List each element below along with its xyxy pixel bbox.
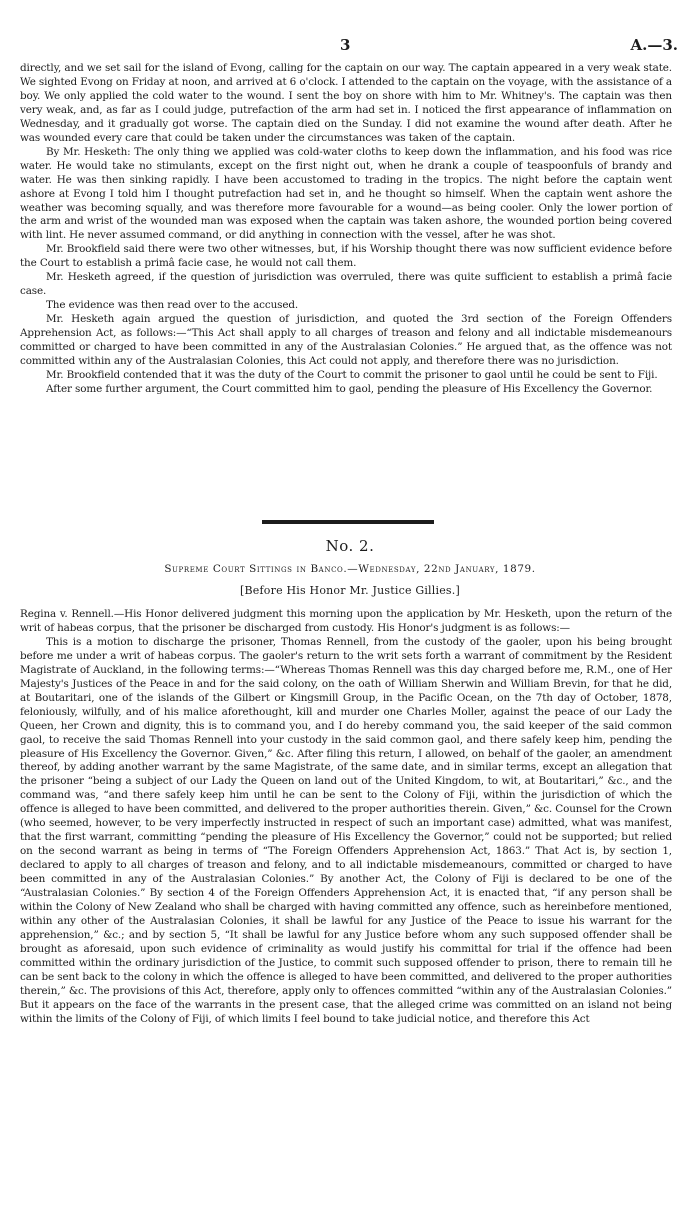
paragraph: Regina v. Rennell.—His Honor delivered judgment this morning upon the application by Mr. Hesketh, upon the return of the writ of habeas corpus, that the prisoner be discharged from custody. His Honor's judgment is as follows:— [20, 608, 672, 634]
paragraph: After some further argument, the Court committed him to gaol, pending the pleasure of His Excellency the Governor. [46, 382, 653, 395]
section-one-text [20, 62, 672, 397]
court-sitting-line: Supreme Court Sittings in Banco.—Wednesday, 22nd January, 1879. [164, 563, 536, 575]
paragraph: The evidence was then read over to the accused. [46, 299, 299, 312]
paragraph: This is a motion to discharge the prisoner, Thomas Rennell, from the custody of the gaoler, upon his being brought before me under a writ of habeas corpus. The gaoler's return to the writ sets forth a warrant of commitment by the Resident Magistrate of Auckland, in the following terms:—“Whereas Thomas Rennell was this day charged before me, R.M., one of Her Majesty's Justices of the Peace in and for the said colony, on the oath of William Sherwin and William Brevin, for that he did, at Boutaritari, one of the islands of the Gilbert or Kingsmill Group, in the Pacific Ocean, on the 7th day of October, 1878, feloniously, wilfully, and of his malice aforethought, kill and murder one Charles Moller, against the peace of our Lady the Queen, her Crown and dignity, this is to command you, and I do hereby command you, the said keeper of the said common gaol, to receive the said Thomas Rennell into your custody in the said common gaol, and there safely keep him, pending the pleasure of His Excellency the Governor. Given,” &c. After filing this return, I allowed, on behalf of the gaoler, an amendment thereof, by adding another warrant by the same Magistrate, of the same date, and in similar terms, except an allegation that the prisoner “being a subject of our Lady the Queen on land out of the United Kingdom, to wit, at Boutaritari,” &c., and the command was, “and there safely keep him until he can be sent to the Colony of Fiji, within the jurisdiction of which the offence is alleged to have been committed, and delivered to the proper authorities therein. Given,” &c. Counsel for the Crown (who seemed, however, to be very imperfectly instructed in respect of such an important case) admitted, what was manifest, that the first warrant, committing “pending the pleasure of His Excellency the Governor,” could not be supported; but relied on the second warrant as being in terms of “The Foreign Offenders Apprehension Act, 1863.” That Act is, by section 1, declared to apply to all charges of treason and felony, and to all indictable misdemeanours, committed or charged to have been committed in any of the Australasian Colonies.” By another Act, the Colony of Fiji is declared to be one of the “Australasian Colonies.” By section 4 of the Foreign Offenders Apprehension Act, it is enacted that, “if any person shall be within the Colony of New Zealand who shall be charged with having committed any offence, such as hereinbefore mentioned, within any other of the Australasian Colonies, it shall be lawful for any Justice of the Peace to issue his warrant for the apprehension,” &c.; and by section 5, “It shall be lawful for any Justice before whom any such supposed offender shall be brought as aforesaid, upon such evidence of criminality as would justify his committal for trial if the offence had been committed within the ordinary jurisdiction of the Justice, to commit such supposed offender to prison, there to remain till he can be sent back to the colony in which the offence is alleged to have been committed, and delivered to the proper authorities therein,” &c. The provisions of this Act, therefore, apply only to offences committed “within any of the Australasian Colonies.” But it appears on the face of the warrants in the present case, that the alleged crime was committed on an island not being within the limits of the Colony of Fiji, of which limits I feel bound to take judicial notice, and therefore this Act [20, 635, 673, 1025]
section-heading: No. 2. [325, 537, 375, 555]
judge-line: [Before His Honor Mr. Justice Gillies.] [240, 584, 460, 597]
paragraph: Mr. Brookfield said there were two other witnesses, but, if his Worship thought there was now sufficient evidence before the Court to establish a primâ facie case, he would not call them. [20, 243, 672, 270]
paragraph: Mr. Hesketh agreed, if the question of jurisdiction was overruled, there was quite sufficient to establish a primâ facie case. [20, 271, 672, 298]
paragraph: By Mr. Hesketh: The only thing we applied was cold-water cloths to keep down the inflammation, and his food was rice water. He would take no stimulants, except on the first night out, when he drank a couple of teaspoonfuls of brandy and water. He was then sinking rapidly. I have been accustomed to trading in the tropics. The night before the captain went ashore at Evong I told him I thought putrefaction had set in, and he thought so himself. When the captain went ashore the weather was becoming squally, and was therefore more favourable for a wound—as being cooler. Only the lower portion of the arm and wrist of the wounded man was exposed when the captain was taken ashore, the wounded portion being covered with lint. He never assumed command, or did anything in connection with the vessel, after he was shot. [20, 145, 672, 242]
document-reference: A.—3. [630, 36, 678, 54]
paragraph: directly, and we set sail for the island of Evong, calling for the captain on our way. The captain appeared in a very weak state. We sighted Evong on Friday at noon, and arrived at 6 o'clock. I attended to the captain on the voyage, with the assistance of a boy. We only applied the cold water to the wound. I sent the boy on shore with him to Mr. Whitney's. The captain was then very weak, and, as far as I could judge, putrefaction of the arm had set in. I noticed the first appearance of inflammation on Wednesday, and it gradually got worse. The captain died on the Sunday. I did not examine the wound after death. After he was wounded every care that could be taken under the circumstances was taken of the captain. [20, 62, 672, 144]
paragraph: Mr. Brookfield contended that it was the duty of the Court to commit the prisoner to gaol until he could be sent to Fiji. [46, 368, 658, 381]
section-divider [262, 520, 434, 524]
paragraph: Mr. Hesketh again argued the question of jurisdiction, and quoted the 3rd section of the Foreign Offenders Apprehension Act, as follows:—“This Act shall apply to all charges of treason and felony and all indictable misdemeanours committed or charged to have been committed in any of the Australasian Colonies.” He argued that, as the offence was not committed within any of the Australasian Colonies, this Act could not apply, and therefore there was no jurisdiction. [20, 313, 672, 368]
section-two-text [20, 608, 672, 1027]
page-number: 3 [340, 36, 351, 54]
